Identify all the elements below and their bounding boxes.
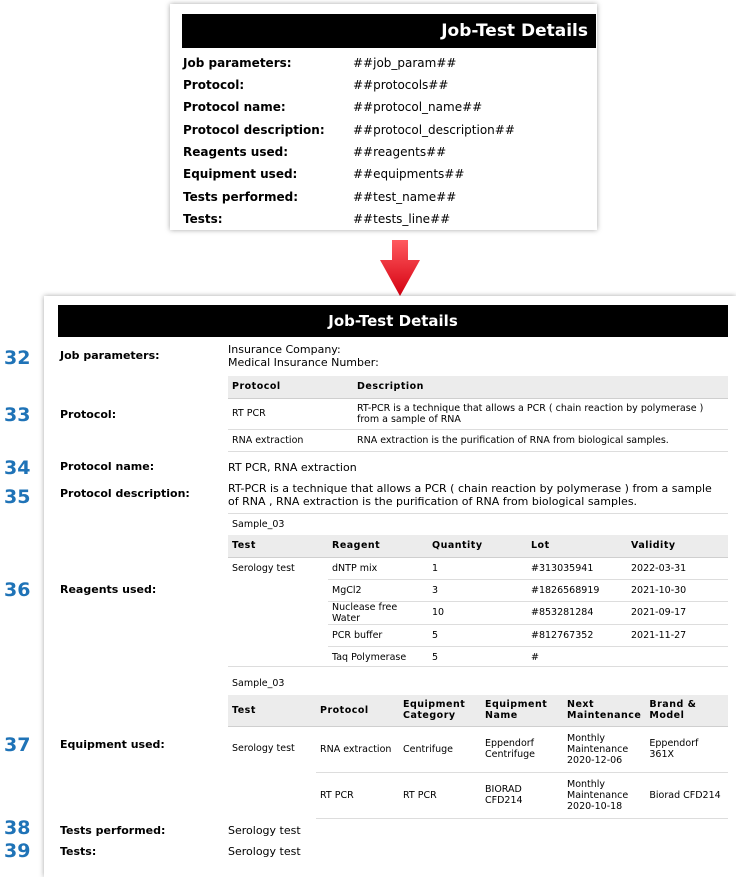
- table-cell: RNA extraction: [316, 726, 399, 772]
- divider: [228, 666, 728, 667]
- row-number: 34: [4, 457, 31, 479]
- row-number: 36: [4, 579, 31, 601]
- template-placeholder: ##equipments##: [353, 167, 465, 181]
- row-number: 38: [4, 817, 31, 839]
- label-protocol: Protocol:: [60, 408, 117, 421]
- table-cell: MgCl2: [328, 579, 428, 601]
- template-label: Tests performed:: [183, 190, 298, 204]
- tests-performed-value: Serology test: [228, 824, 301, 837]
- column-header: Equipment Name: [481, 695, 563, 726]
- table-row: [228, 429, 728, 451]
- divider: [228, 513, 728, 514]
- tests-value: Serology test: [228, 845, 301, 858]
- table-cell: 3: [428, 579, 527, 601]
- column-header: Validity: [627, 535, 728, 557]
- template-placeholder: ##test_name##: [353, 190, 457, 204]
- row-number: 35: [4, 486, 31, 508]
- row-number: 37: [4, 734, 31, 756]
- label-reagents-used: Reagents used:: [60, 583, 157, 596]
- template-label: Reagents used:: [183, 145, 289, 159]
- table-cell: 2021-11-27: [627, 624, 728, 646]
- template-title: Job-Test Details: [182, 14, 596, 48]
- table-cell: BIORAD CFD214: [481, 772, 563, 818]
- label-protocol-description: Protocol description:: [60, 487, 190, 500]
- template-label: Protocol name:: [183, 100, 286, 114]
- table-cell: PCR buffer: [328, 624, 428, 646]
- reagents-sample-label: Sample_03: [232, 519, 285, 530]
- column-header: Quantity: [428, 535, 527, 557]
- table-cell: 1: [428, 557, 527, 579]
- template-placeholder: ##protocol_description##: [353, 123, 515, 137]
- table-cell: #812767352: [527, 624, 627, 646]
- template-label: Equipment used:: [183, 167, 298, 181]
- template-label: Protocol description:: [183, 123, 325, 137]
- label-tests: Tests:: [60, 845, 97, 858]
- job-param-line: Insurance Company:: [228, 343, 341, 356]
- label-tests-performed: Tests performed:: [60, 824, 166, 837]
- job-param-line: Medical Insurance Number:: [228, 356, 379, 369]
- column-header: Protocol: [228, 376, 353, 398]
- row-number: 32: [4, 347, 31, 369]
- table-cell: Eppendorf 361X: [645, 726, 728, 772]
- table-cell: Eppendorf Centrifuge: [481, 726, 563, 772]
- template-placeholder: ##protocols##: [353, 78, 449, 92]
- table-cell: Taq Polymerase: [332, 651, 407, 663]
- label-job-parameters: Job parameters:: [60, 349, 160, 362]
- table-cell: #1826568919: [527, 579, 627, 601]
- template-placeholder: ##job_param##: [353, 56, 457, 70]
- column-header: Description: [353, 376, 728, 398]
- table-cell: RT PCR: [316, 772, 399, 818]
- table-cell: #: [531, 651, 539, 663]
- protocol-name-value: RT PCR, RNA extraction: [228, 461, 357, 474]
- protocol-table: [228, 376, 728, 452]
- table-cell: RT PCR: [228, 398, 353, 429]
- equipment-sample-label: Sample_03: [232, 678, 285, 689]
- table-cell: RNA extraction: [228, 429, 353, 451]
- table-cell: 2022-03-31: [627, 557, 728, 579]
- column-header: Next Maintenance: [563, 695, 645, 726]
- template-label: Protocol:: [183, 78, 245, 92]
- template-label: Job parameters:: [183, 56, 292, 70]
- template-placeholder: ##tests_line##: [353, 212, 451, 226]
- result-title: Job-Test Details: [58, 305, 728, 337]
- table-cell: Serology test: [232, 562, 295, 574]
- table-cell: Biorad CFD214: [645, 772, 728, 818]
- table-cell: 5: [428, 624, 527, 646]
- reagents-table: [228, 535, 728, 668]
- column-header: Protocol: [316, 695, 399, 726]
- table-cell: 2021-10-30: [627, 579, 728, 601]
- column-header: Lot: [527, 535, 627, 557]
- row-number: 39: [4, 840, 31, 862]
- table-cell: 5: [432, 651, 439, 663]
- table-row: [228, 398, 728, 429]
- table-cell: #853281284: [527, 601, 627, 624]
- table-cell: Monthly Maintenance 2020-10-18: [563, 772, 645, 818]
- template-placeholder: ##reagents##: [353, 145, 447, 159]
- table-cell: RT PCR: [399, 772, 481, 818]
- table-cell: Centrifuge: [399, 726, 481, 772]
- down-arrow-icon: [380, 240, 420, 296]
- label-protocol-name: Protocol name:: [60, 460, 155, 473]
- table-cell: [627, 646, 728, 668]
- table-cell: RT-PCR is a technique that allows a PCR ( chain reaction by polymerase ) from a sample of RNA: [353, 398, 728, 429]
- column-header: Equipment Category: [399, 695, 481, 726]
- table-cell: 10: [428, 601, 527, 624]
- row-number: 33: [4, 404, 31, 426]
- table-cell: Serology test: [232, 742, 295, 754]
- template-label: Tests:: [183, 212, 223, 226]
- column-header: Test: [228, 535, 328, 557]
- table-cell: Nuclease free Water: [328, 601, 428, 624]
- column-header: Brand & Model: [645, 695, 728, 726]
- table-row: [228, 557, 728, 579]
- table-cell: 2021-09-17: [627, 601, 728, 624]
- column-header: Test: [228, 695, 316, 726]
- protocol-description-value: RT-PCR is a technique that allows a PCR ( chain reaction by polymerase ) from a sample of RNA , RNA extraction is the purification of RNA from biological samples.: [228, 482, 712, 508]
- column-header: Reagent: [328, 535, 428, 557]
- table-cell: RNA extraction is the purification of RNA from biological samples.: [353, 429, 728, 451]
- table-row: [228, 726, 728, 772]
- table-cell: dNTP mix: [328, 557, 428, 579]
- label-equipment-used: Equipment used:: [60, 738, 165, 751]
- template-placeholder: ##protocol_name##: [353, 100, 483, 114]
- table-cell: #313035941: [527, 557, 627, 579]
- table-cell: Monthly Maintenance 2020-12-06: [563, 726, 645, 772]
- equipment-table: [228, 695, 728, 819]
